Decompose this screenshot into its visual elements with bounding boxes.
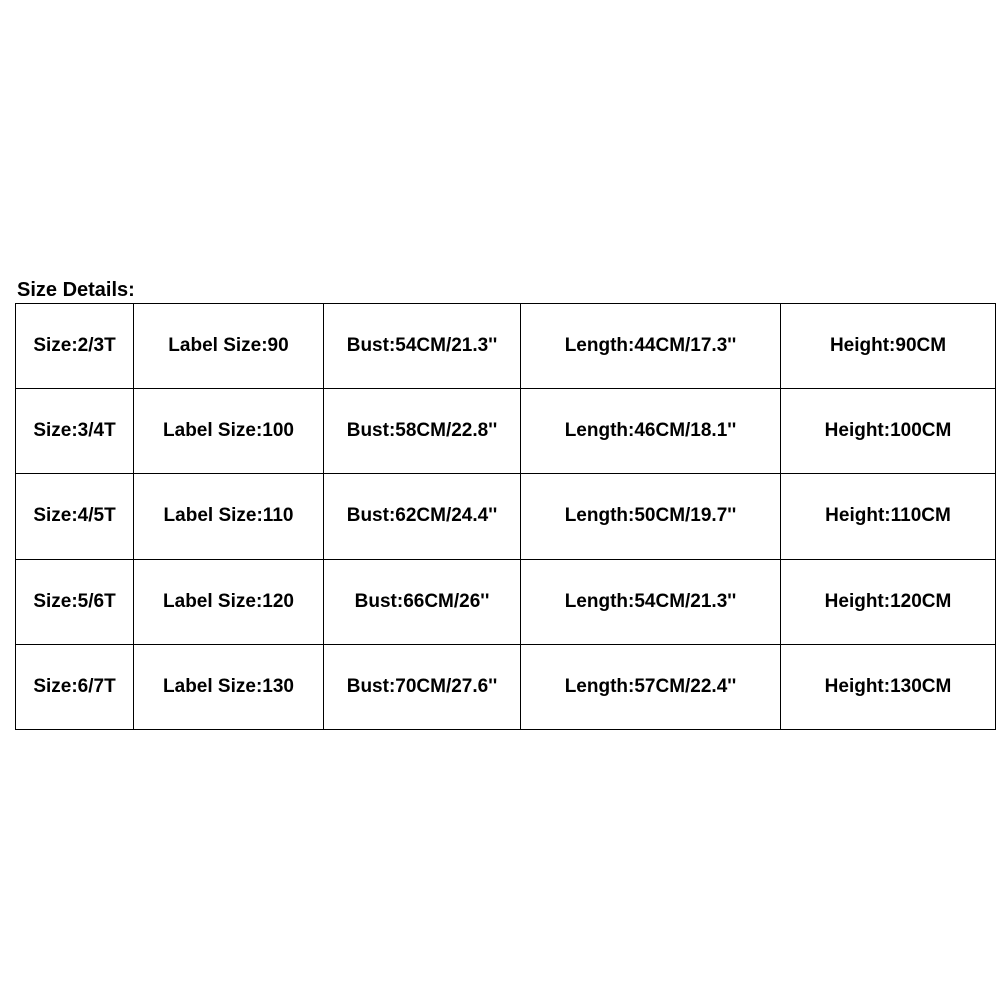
table-row <box>16 559 996 644</box>
label-size-cell: Label Size:110 <box>134 474 324 559</box>
bust-cell: Bust:54CM/21.3'' <box>324 304 521 389</box>
bust-cell: Bust:70CM/27.6'' <box>324 644 521 729</box>
size-cell: Size:2/3T <box>16 304 134 389</box>
length-cell: Length:46CM/18.1'' <box>521 389 781 474</box>
length-cell: Length:57CM/22.4'' <box>521 644 781 729</box>
label-size-cell: Label Size:120 <box>134 559 324 644</box>
size-cell: Size:3/4T <box>16 389 134 474</box>
table-row <box>16 644 996 729</box>
length-cell: Length:54CM/21.3'' <box>521 559 781 644</box>
bust-cell: Bust:66CM/26'' <box>324 559 521 644</box>
label-size-cell: Label Size:100 <box>134 389 324 474</box>
height-cell: Height:130CM <box>781 644 996 729</box>
height-cell: Height:110CM <box>781 474 996 559</box>
size-details-title: Size Details: <box>17 279 135 301</box>
table-row <box>16 304 996 389</box>
table-row <box>16 389 996 474</box>
height-cell: Height:100CM <box>781 389 996 474</box>
size-chart-table <box>15 303 996 730</box>
length-cell: Length:50CM/19.7'' <box>521 474 781 559</box>
size-cell: Size:6/7T <box>16 644 134 729</box>
length-cell: Length:44CM/17.3'' <box>521 304 781 389</box>
label-size-cell: Label Size:90 <box>134 304 324 389</box>
size-cell: Size:4/5T <box>16 474 134 559</box>
bust-cell: Bust:62CM/24.4'' <box>324 474 521 559</box>
bust-cell: Bust:58CM/22.8'' <box>324 389 521 474</box>
height-cell: Height:90CM <box>781 304 996 389</box>
size-cell: Size:5/6T <box>16 559 134 644</box>
table-row <box>16 474 996 559</box>
label-size-cell: Label Size:130 <box>134 644 324 729</box>
height-cell: Height:120CM <box>781 559 996 644</box>
